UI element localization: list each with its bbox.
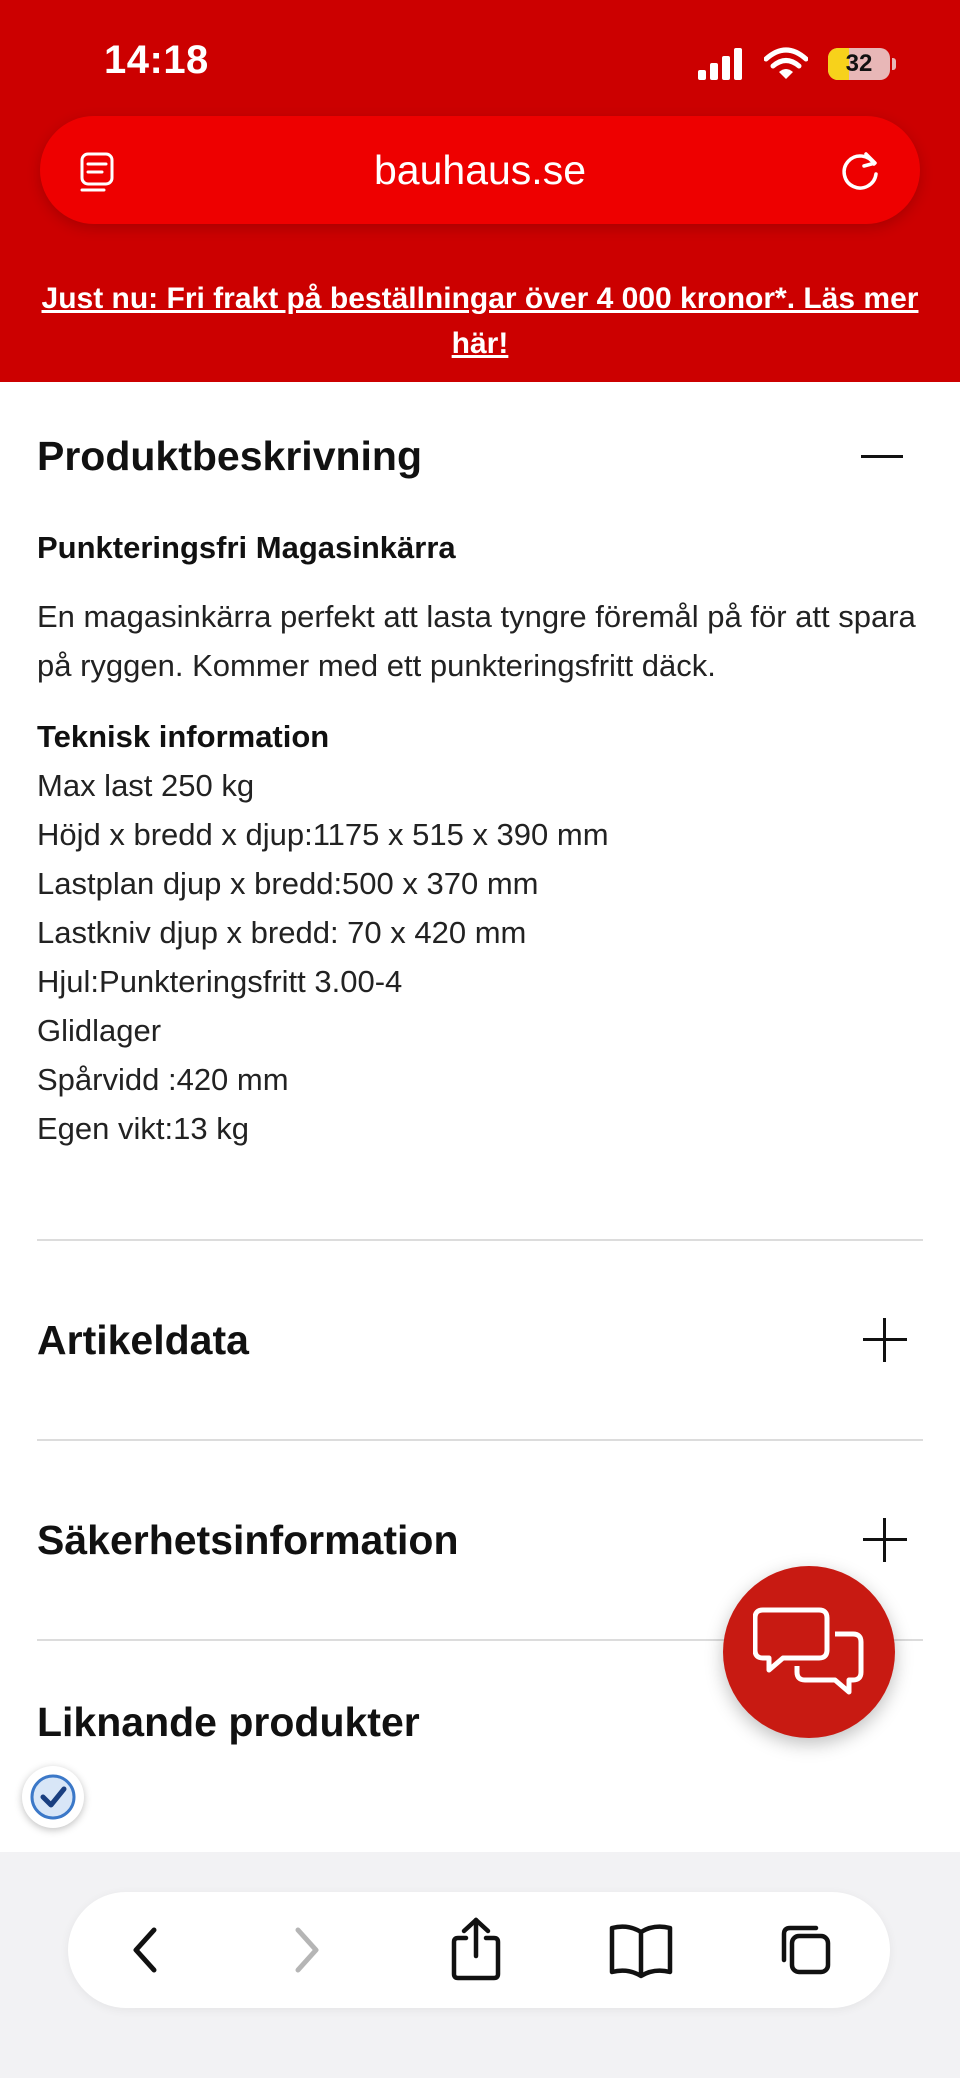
product-details (37, 382, 923, 1746)
tech-line: Höjd x bredd x djup:1175 x 515 x 390 mm (37, 817, 609, 852)
chat-bubbles-icon (753, 1604, 865, 1700)
accordion-description-header[interactable] (37, 382, 923, 530)
bookmarks-icon[interactable] (606, 1920, 676, 1980)
tabs-icon[interactable] (776, 1920, 836, 1980)
expand-icon[interactable] (863, 1518, 907, 1562)
promo-banner-link[interactable]: Just nu: Fri frakt på beställningar över 4 000 kronor*. Läs mer här! (41, 282, 919, 360)
battery-level: 32 (845, 50, 873, 77)
trust-badge[interactable] (22, 1766, 84, 1828)
chat-button[interactable] (723, 1566, 895, 1738)
verified-check-icon (22, 1766, 84, 1828)
address-bar[interactable] (40, 116, 920, 224)
tech-line: Spårvidd :420 mm (37, 1062, 289, 1097)
url-text[interactable]: bauhaus.se (373, 147, 586, 193)
battery-icon (828, 48, 890, 80)
tech-info-heading: Teknisk information (37, 719, 330, 754)
collapse-icon[interactable] (861, 455, 903, 458)
status-icons (698, 44, 896, 84)
wifi-icon (764, 47, 808, 81)
reload-icon[interactable] (836, 146, 886, 196)
status-time: 14:18 (104, 38, 209, 82)
back-icon[interactable] (118, 1920, 178, 1980)
product-name: Punkteringsfri Magasinkärra (37, 530, 456, 565)
tech-line: Egen vikt:13 kg (37, 1111, 249, 1146)
toolbar-pill (68, 1892, 890, 2008)
tech-line: Lastkniv djup x bredd: 70 x 420 mm (37, 915, 527, 950)
product-description: En magasinkärra perfekt att lasta tyngre föremål på för att spara på ryggen. Kommer med ett punkteringsfritt däck. (37, 599, 916, 683)
similar-products-title: Liknande produkter (37, 1699, 420, 1745)
accordion-artikeldata-title: Artikeldata (37, 1316, 249, 1363)
expand-icon[interactable] (863, 1318, 907, 1362)
tech-line: Hjul:Punkteringsfritt 3.00-4 (37, 964, 403, 999)
tech-line: Glidlager (37, 1013, 162, 1048)
tech-line: Max last 250 kg (37, 768, 255, 803)
browser-header (0, 0, 960, 382)
tech-line: Lastplan djup x bredd:500 x 370 mm (37, 866, 539, 901)
accordion-artikeldata-header[interactable] (37, 1241, 923, 1439)
forward-icon[interactable] (274, 1920, 334, 1980)
signal-icon (698, 48, 744, 80)
accordion-safety-title: Säkerhetsinformation (37, 1516, 459, 1563)
accordion-description-title: Produktbeskrivning (37, 432, 423, 479)
browser-toolbar (0, 1852, 960, 2078)
tech-info-list (37, 761, 923, 1153)
share-icon[interactable] (446, 1916, 506, 1982)
